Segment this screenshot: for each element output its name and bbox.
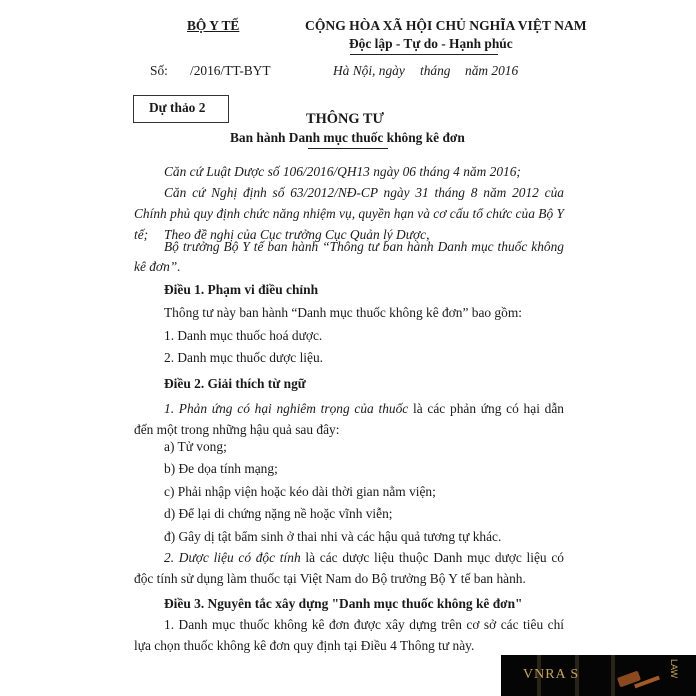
place-date-month: tháng [420, 63, 451, 78]
place-date-year: năm 2016 [465, 63, 519, 78]
article-2-item-d: d) Để lại di chứng nặng nề hoặc vĩnh viễn; [164, 506, 393, 521]
preamble-proposal: Theo đề nghị của Cục trưởng Cục Quản lý Dược, [164, 227, 430, 242]
definition-1-term: 1. Phản ứng có hại nghiêm trọng của thuốc [164, 401, 409, 416]
place-date-day: Hà Nội, ngày [333, 63, 405, 78]
preamble-issuance: Bộ trưởng Bộ Y tế ban hành “Thông tư ban hành Danh mục thuốc không kê đơn”. [134, 239, 564, 274]
article-3-paragraph-1: 1. Danh mục thuốc không kê đơn được xây dựng trên cơ sở các tiêu chí lựa chọn thuốc không kê đơn quy định tại Điều 4 Thông tư này. [134, 617, 564, 653]
document-number: /2016/TT-BYT [190, 63, 271, 78]
number-label: Số: [150, 63, 168, 78]
motto-underline [350, 54, 498, 55]
motto: Độc lập - Tự do - Hạnh phúc [349, 36, 513, 51]
article-2-heading: Điều 2. Giải thích từ ngữ [164, 376, 306, 391]
title-underline [308, 148, 388, 149]
ministry-name: BỘ Y TẾ [187, 18, 240, 33]
article-2-item-a: a) Tử vong; [164, 439, 227, 454]
article-2-item-c: c) Phải nhập viện hoặc kéo dài thời gian nằm viện; [164, 484, 436, 499]
article-2-definition-2 [134, 547, 564, 589]
article-1-heading: Điều 1. Phạm vi điều chỉnh [164, 282, 319, 297]
preamble-decree: Căn cứ Nghị định số 63/2012/NĐ-CP ngày 31 tháng 8 năm 2012 của Chính phủ quy định chức năng nhiệm vụ, quyền hạn và cơ cấu tổ chức của Bộ Y tế; [134, 185, 564, 242]
definition-1-text: là các phản ứng có hại dẫn đến một trong những hậu quả sau đây: [134, 401, 565, 437]
logo-text: VNRA S [523, 667, 580, 682]
article-3-heading: Điều 3. Nguyên tắc xây dựng "Danh mục thuốc không kê đơn" [164, 596, 523, 611]
article-2-item-b: b) Đe dọa tính mạng; [164, 461, 278, 476]
article-1-intro: Thông tư này ban hành “Danh mục thuốc không kê đơn” bao gồm: [164, 305, 522, 320]
country-name: CỘNG HÒA XÃ HỘI CHỦ NGHĨA VIỆT NAM [305, 18, 587, 33]
article-1-item-1: 1. Danh mục thuốc hoá dược. [164, 328, 323, 343]
vnras-logo [501, 655, 696, 696]
definition-2-term: 2. Dược liệu có độc tính [164, 550, 301, 565]
article-1-item-2: 2. Danh mục thuốc dược liệu. [164, 350, 323, 365]
document-subtitle: Ban hành Danh mục thuốc không kê đơn [230, 130, 465, 145]
article-2-item-dd: đ) Gây dị tật bẩm sinh ở thai nhi và các hậu quả tương tự khác. [164, 529, 502, 544]
document-title: THÔNG TƯ [306, 111, 384, 127]
article-2-definition-1 [134, 398, 564, 440]
logo-side-text: LAW [669, 659, 679, 679]
draft-label: Dự thảo 2 [149, 100, 206, 115]
preamble-law: Căn cứ Luật Dược số 106/2016/QH13 ngày 06 tháng 4 năm 2016; [164, 164, 521, 179]
definition-2-text: là các dược liệu thuộc Danh mục dược liệu có độc tính sử dụng làm thuốc tại Việt Nam do Bộ trưởng Bộ Y tế ban hành. [134, 550, 564, 586]
